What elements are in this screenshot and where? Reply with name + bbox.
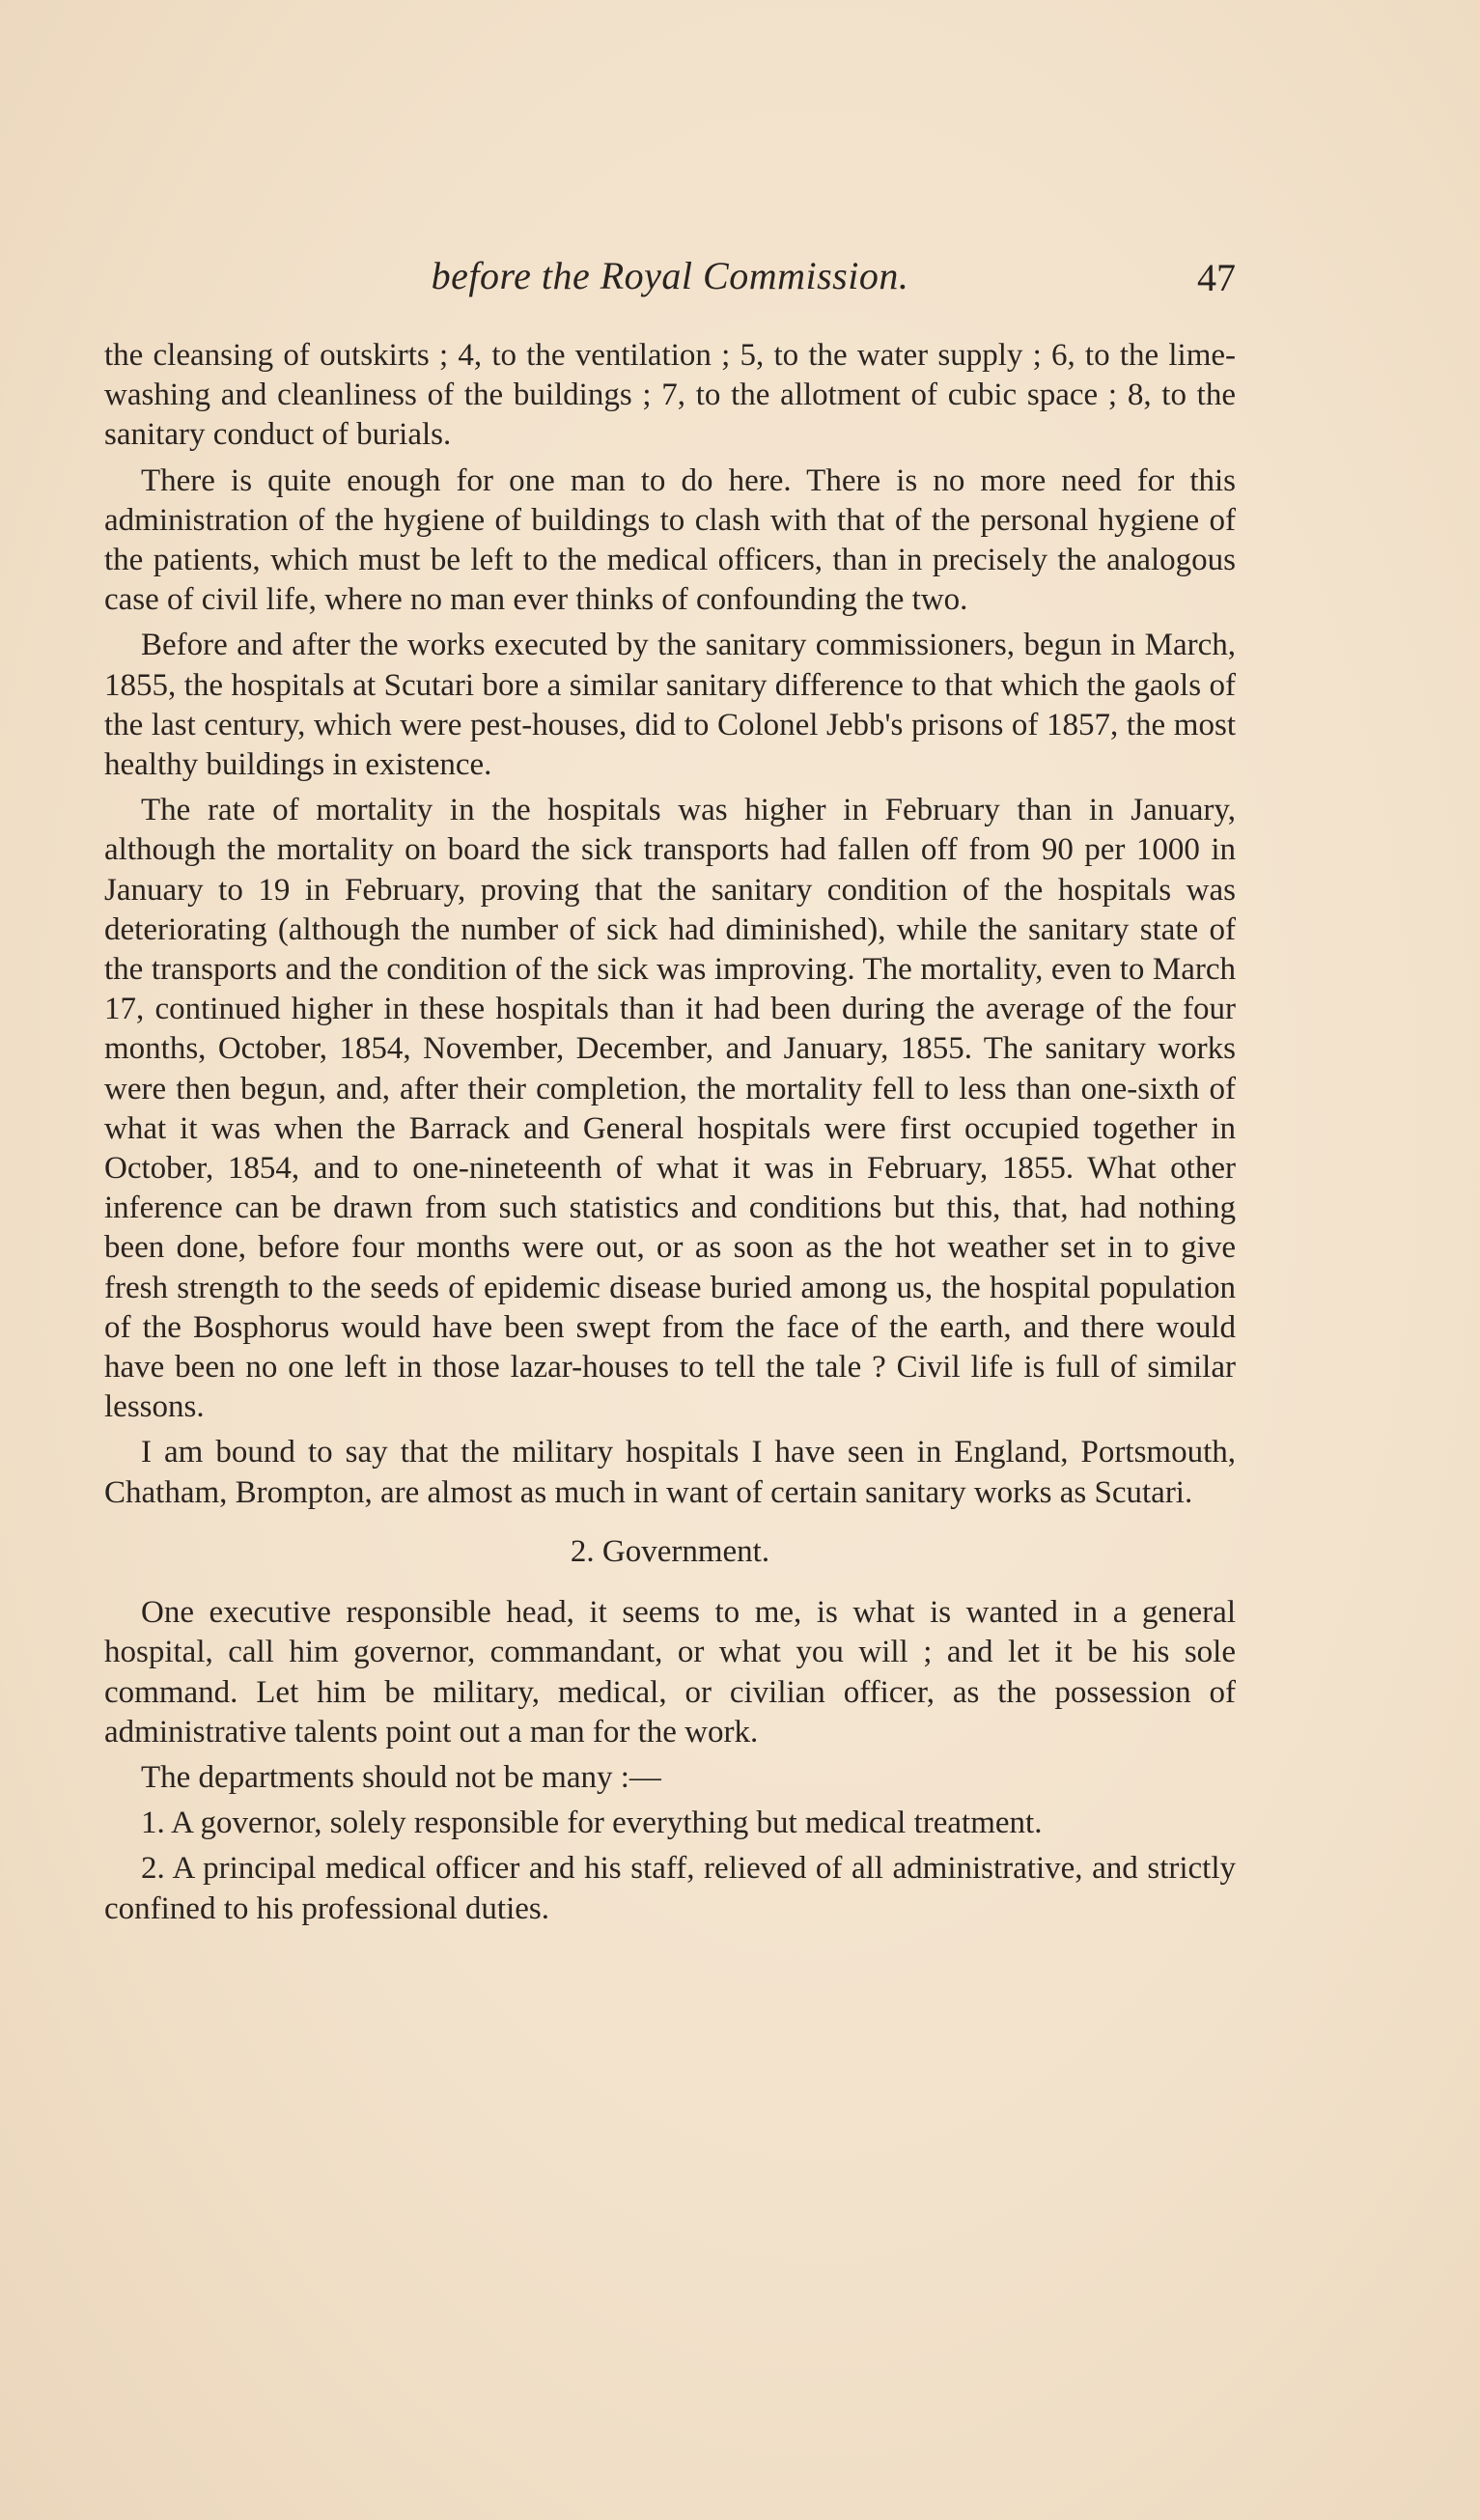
paragraph-continued: the cleansing of outskirts ; 4, to the ventilation ; 5, to the water supply ; 6, to the lime-washing and cleanliness of the buildings ; 7, to the allotment of cubic space ; 8, to the sanitary conduct of burials.: [104, 338, 1236, 453]
paragraph: One executive responsible head, it seems to me, is what is wanted in a general hospital, call him governor, commandant, or what you will ; and let it be his sole command. Let him be military, medical, or civilian officer, as the possession of administrative talents point out a man for the work.: [104, 1595, 1236, 1750]
page-header: [104, 253, 1236, 311]
page-number: 47: [1197, 256, 1236, 299]
paragraph: I am bound to say that the military hospitals I have seen in England, Portsmouth, Chatham, Brompton, are almost as much in want of certain sanitary works as Scutari.: [104, 1435, 1236, 1510]
section-heading: 2. Government.: [570, 1533, 770, 1569]
paragraph: Before and after the works executed by the sanitary commissioners, begun in March, 1855, the hospitals at Scutari bore a similar sanitary difference to that which the gaols of the last century, which were pest-houses, did to Colonel Jebb's prisons of 1857, the most healthy buildings in existence.: [104, 628, 1236, 783]
paragraph: The rate of mortality in the hospitals was higher in February than in January, although the mortality on board the sick transports had fallen off from 90 per 1000 in January to 19 in February, proving that the sanitary condition of the hospitals was deteriorating (although the number of sick had diminished), while the sanitary state of the transports and the condition of the sick was improving. The mortality, even to March 17, continued higher in these hospitals than it had been during the average of the four months, October, 1854, November, December, and January, 1855. The sanitary works were then begun, and, after their completion, the mortality fell to less than one-sixth of what it was when the Barrack and General hospitals were first occupied together in October, 1854, and to one-nineteenth of what it was in February, 1855. What other inference can be drawn from such statistics and conditions but this, that, had nothing been done, before four months were out, or as soon as the hot weather set in to give fresh strength to the seeds of epidemic disease buried among us, the hospital population of the Bosphorus would have been swept from the face of the earth, and there would have been no one left in those lazar-houses to tell the tale ? Civil life is full of similar lessons.: [104, 793, 1236, 1425]
list-item: 2. A principal medical officer and his staff, relieved of all administrative, and strictly confined to his professional duties.: [104, 1851, 1236, 1926]
body-text: [104, 336, 1236, 1929]
list-item: 1. A governor, solely responsible for everything but medical treatment.: [141, 1806, 1043, 1841]
paragraph: The departments should not be many :—: [141, 1759, 661, 1795]
running-title: before the Royal Commission.: [431, 254, 909, 297]
paragraph: There is quite enough for one man to do here. There is no more need for this administration of the hygiene of buildings to clash with that of the personal hygiene of the patients, which must be left to the medical officers, than in precisely the analogous case of civil life, where no man ever thinks of confounding the two.: [104, 462, 1236, 618]
